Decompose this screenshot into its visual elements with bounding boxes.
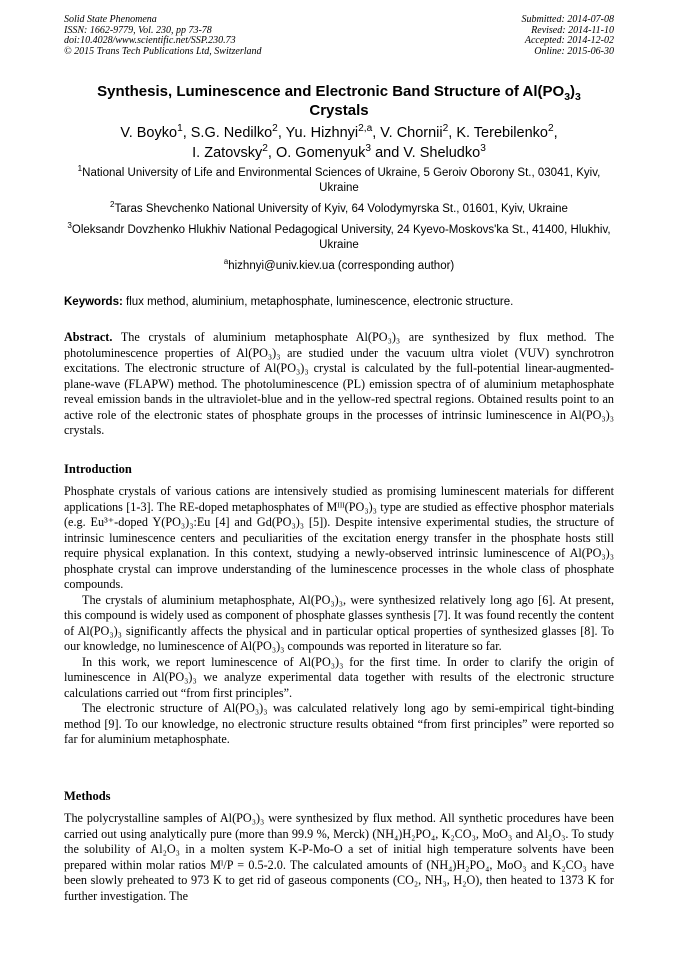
author: I. Zatovsky [192,145,263,161]
author: S.G. Nedilko [190,125,273,141]
affiliation-text: National University of Life and Environmental Sciences of Ukraine, 5 Geroiv Oborony St., 03041, Kyiv, Ukraine [82,167,601,194]
issn: ISSN: 1662-9779, Vol. 230, pp 73-78 [64,24,212,36]
author-sup: 2 [272,123,278,135]
author-conjunction: and [375,145,400,161]
title-text: Synthesis, Luminescence and Electronic Band Structure of Al(PO [97,83,565,100]
author: Yu. Hizhnyi [285,125,359,141]
corresponding-email [64,259,614,274]
keywords [64,295,614,310]
email-text: hizhnyi@univ.kiev.ua (corresponding author) [228,260,455,272]
journal-name: Solid State Phenomena [64,14,157,25]
abstract-text: The crystals of aluminium metaphosphate Al(PO₃)₃ are synthesized by flux method. The photoluminescence properties of Al(PO₃)₃ are studied under the vacuum ultra violet (VUV) synchrotron excitations. The electronic structure of Al(PO₃)₃ crystal is calculated by the full-potential linear-augmented-plane-wave (FLAPW) method. The photoluminescence (PL) emission spectra of of aluminium metaphosphate reveal emission bands in the ultraviolet-blue and in the yellow-red spectral regions. Obtained results point to an active role of the electronic states of phosphate groups in the processes of intrinsic luminescence in Al(PO₃)₃ crystals. [64,330,615,437]
author-list: V. Boyko$^1$, S.G. Nedilko$^2$, Yu. Hizhnyi$^{2,a}$, V. Chornii$^2$, K. Terebilenko$^2$, I. Zatovsky$^2$, O. Gomenyuk$^3$ and V. Sheludko$^3$ [120,123,558,161]
copyright: © 2015 Trans Tech Publications Ltd, Switzerland [64,45,262,57]
affiliations [64,166,614,280]
author-sup: 2 [442,123,449,135]
paragraph: Phosphate crystals of various cations are intensively studied as promising luminescent materials for different applications [1-3]. The RE-doped metaphosphates of Mᴵᴵᴵ(PO₃)₃ type are studied as effective phosphor materials (e.g. Eu³⁺-doped Y(PO₃)₃:Eu [4] and Gd(PO₃)₃ [5]). Despite intensive experimental studies, the structure of intrinsic luminescence centers and peculiarities of the excitation energy transfer in the phosphate hosts still require physical explanation. In this context, studying a newly-observed intrinsic luminescence of Al(PO₃)₃ phosphate crystal can improve understanding of the luminescence processes in the whole class of phosphate compounds. [64,484,614,591]
title-text: ) [570,83,576,100]
affiliation-sup: 1 [77,164,83,174]
affiliation [64,223,614,253]
abstract-label: Abstract. [64,330,113,344]
author-sup: 3 [480,143,486,155]
dates-header [522,15,615,57]
affiliation-text: Taras Shevchenko National University of Kyiv, 64 Volodymyrska St., 01601, Kyiv, Ukraine [114,203,568,215]
accepted-date: Accepted: 2014-12-02 [524,35,614,47]
paragraph: The crystals of aluminium metaphosphate, Al(PO₃)₃, were synthesized relatively long ago [6]. At present, this compound is widely used as component of phosphate glasses synthesis [7]. It was found recently the content of Al(PO₃)₃ significantly affects the physical and in particular optical properties of synthesized glasses [8]. To our knowledge, no luminescence of Al(PO₃)₃ compounds was reported in literature so far. [64,592,614,653]
author: K. Terebilenko [456,125,548,141]
submitted-date: Submitted: 2014-07-08 [521,14,614,25]
paragraph: The polycrystalline samples of Al(PO₃)₃ were synthesized by flux method. All synthetic procedures have been carried out using analytically pure (more than 99.9 %, Merck) (NH₄)H₂PO₄, K₂CO₃, MoO₃ and Al₂O₃. To study the solubility of Al₂O₃ in a molten system K-P-Mo-O a set of initial high temperature solvents have been prepared within molar ratios Mᴵ/P = 0.5-2.0. The calculated amounts of (NH₄)H₂PO₄, MoO₃ and K₂CO₃ have been slowly preheated to 973 K to get rid of gaseous components (CO₂, NH₃, H₂O), then heated to 1373 K for further investigation. The [64,811,614,903]
revised-date: Revised: 2014-11-10 [531,24,614,36]
methods-heading: Methods [64,789,111,803]
doi: doi:10.4028/www.scientific.net/SSP.230.73 [64,35,236,47]
author: O. Gomenyuk [275,145,366,161]
keywords-label: Keywords: [64,296,123,308]
online-date: Online: 2015-06-30 [534,45,614,57]
paragraph: The electronic structure of Al(PO₃)₃ was calculated relatively long ago by semi-empirical tight-binding method [9]. To our knowledge, no electronic structure results obtained “from first principles” were reported so far for aluminium metaphosphate. [64,701,614,746]
author-sup: 3 [365,143,372,155]
journal-header [64,15,262,57]
author: V. Boyko [120,125,178,141]
author-sup: 2 [547,123,554,135]
introduction-heading: Introduction [64,462,132,476]
paper-title [64,82,614,120]
title-subscript: 3 [575,91,581,103]
paragraph: In this work, we report luminescence of Al(PO₃)₃ for the first time. In order to clarify the origin of luminescence in Al(PO₃)₃ we analyze experimental data together with results of the electronic structure calculations carried out “from first principles”. [64,654,614,700]
author-sup: 2 [262,143,268,155]
affiliation [64,202,614,217]
title-subscript: 3 [564,91,571,103]
title-text: Crystals [309,102,369,119]
author: V. Sheludko [403,145,481,161]
author-sup: 1 [177,123,183,135]
author-sup: 2,a [358,123,373,135]
affiliation [64,166,614,196]
abstract [64,330,614,439]
keywords-text: flux method, aluminium, metaphosphate, luminescence, electronic structure. [126,296,514,308]
introduction-body [64,484,614,748]
author: V. Chornii [380,125,443,141]
methods-body [64,811,614,904]
affiliation-text: Oleksandr Dovzhenko Hlukhiv National Pedagogical University, 24 Kyevo-Moskovs'ka St., 41400, Hlukhiv, Ukraine [71,224,611,251]
email-sup: a [223,257,229,267]
affiliation-sup: 3 [67,221,72,231]
affiliation-sup: 2 [110,200,115,210]
